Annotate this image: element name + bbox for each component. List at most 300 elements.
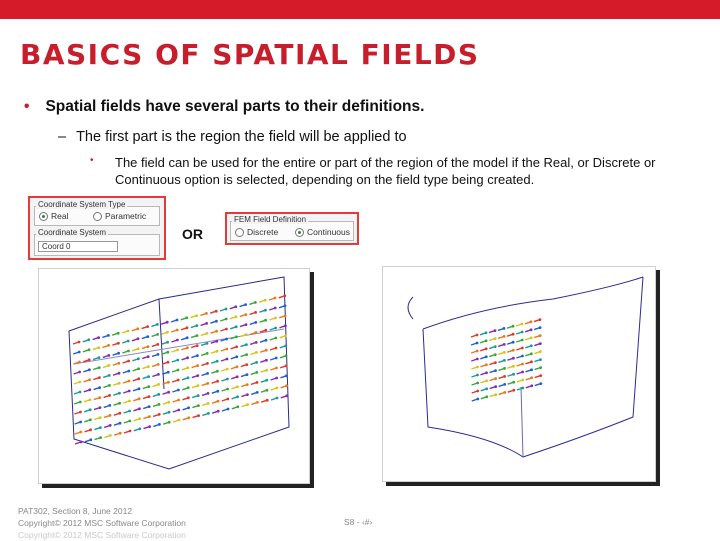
vector-arrow-head (195, 324, 198, 327)
vector-arrow-head (79, 391, 82, 394)
vector-arrow-head (186, 366, 189, 369)
vector-arrow-head (485, 347, 488, 350)
vector-arrow-head (187, 376, 190, 379)
vector-arrow-head (512, 381, 515, 384)
vector-arrow-head (118, 412, 121, 415)
vector-arrow-head (127, 340, 130, 343)
vector-arrow-head (157, 393, 160, 396)
vector-arrow-head (146, 335, 149, 338)
vector-arrow-head (275, 347, 278, 350)
vector-arrow-head (109, 424, 112, 427)
vector-arrow-head (476, 334, 479, 337)
vector-arrow-head (137, 347, 140, 350)
vector-arrow-head (205, 332, 208, 335)
vector-arrow-head (265, 359, 268, 362)
vector-arrow-head (97, 346, 100, 349)
vector-arrow-head (98, 396, 101, 399)
surface-outline (423, 277, 643, 457)
vector-arrow-head (206, 382, 209, 385)
vector-arrow-head (118, 382, 121, 385)
vector-arrow-head (177, 369, 180, 372)
vector-arrow-head (196, 374, 199, 377)
vector-arrow-head (137, 377, 140, 380)
vector-arrow-head (225, 338, 228, 341)
vector-arrow-head (109, 434, 112, 437)
vector-arrow-head (166, 321, 169, 324)
vector-arrow-head (167, 401, 170, 404)
vector-arrow-head (197, 394, 200, 397)
vector-arrow-head (246, 403, 249, 406)
vector-arrow-head (136, 327, 139, 330)
vector-arrow-head (476, 366, 479, 369)
vector-arrow-head (275, 377, 278, 380)
vector-arrow-head (89, 408, 92, 411)
vector-arrow-head (88, 348, 91, 351)
vector-arrow-head (285, 364, 288, 367)
vector-arrow-head (539, 326, 542, 329)
vector-arrow-head (276, 397, 279, 400)
vector-arrow-head (235, 355, 238, 358)
vector-arrow-head (512, 357, 515, 360)
vector-arrow-head (255, 371, 258, 374)
vector-arrow-head (503, 383, 506, 386)
vector-arrow-head (284, 344, 287, 347)
vector-arrow-head (225, 308, 228, 311)
footer (18, 505, 186, 541)
vector-arrow-head (485, 379, 488, 382)
vector-arrow-head (118, 372, 121, 375)
vector-arrow-head (236, 365, 239, 368)
vector-arrow-head (530, 320, 533, 323)
vector-arrow-head (206, 352, 209, 355)
vector-arrow-head (503, 327, 506, 330)
vector-arrow-head (512, 333, 515, 336)
vector-arrow-head (494, 369, 497, 372)
vector-arrow-head (530, 344, 533, 347)
surface-curl (408, 297, 413, 319)
vector-arrow-head (265, 339, 268, 342)
vector-arrow-head (521, 339, 524, 342)
vector-arrow-head (227, 408, 230, 411)
vector-arrow-head (530, 328, 533, 331)
surface-top-edge (423, 277, 643, 329)
vector-arrow-head (156, 323, 159, 326)
vector-arrow-head (235, 325, 238, 328)
vector-arrow-head (148, 395, 151, 398)
vector-arrow-head (246, 393, 249, 396)
vector-arrow-head (265, 379, 268, 382)
vector-arrow-head (197, 404, 200, 407)
vector-arrow-head (207, 392, 210, 395)
vector-arrow-head (89, 418, 92, 421)
vector-arrow-head (284, 324, 287, 327)
vector-arrow-head (79, 421, 82, 424)
vector-arrow-head (275, 357, 278, 360)
vector-arrow-head (79, 401, 82, 404)
vector-arrow-head (245, 363, 248, 366)
vector-arrow-head (539, 334, 542, 337)
vector-arrow-head (166, 331, 169, 334)
vector-arrow-head (187, 386, 190, 389)
vector-arrow-head (207, 412, 210, 415)
bullet-level2 (58, 129, 407, 145)
vector-arrow-head (285, 374, 288, 377)
vector-arrow-head (176, 329, 179, 332)
vector-arrow-head (476, 398, 479, 401)
vector-arrow-head (167, 361, 170, 364)
fem-field-definition-dialog (225, 212, 359, 245)
vector-arrow-head (99, 406, 102, 409)
vector-arrow-head (226, 378, 229, 381)
vector-arrow-head (264, 329, 267, 332)
vector-arrow-head (168, 421, 171, 424)
vector-arrow-head (485, 331, 488, 334)
vector-arrow-head (245, 323, 248, 326)
radio-discrete[interactable] (235, 227, 278, 237)
vector-arrow-head (127, 370, 130, 373)
coord-system-label: Coordinate System (38, 228, 107, 237)
vector-arrow-head (245, 353, 248, 356)
bullet-dash: – (58, 129, 67, 145)
vector-arrow-head (521, 347, 524, 350)
vector-arrow-head (476, 342, 479, 345)
vector-arrow-head (176, 319, 179, 322)
vector-arrow-head (485, 339, 488, 342)
vector-arrow-head (128, 420, 131, 423)
bullet-level1-text: Spatial fields have several parts to their definitions. (45, 98, 425, 115)
vector-arrow-head (283, 294, 286, 297)
vector-field-full-svg (39, 269, 311, 485)
vector-arrow-head (78, 361, 81, 364)
vector-arrow-head (521, 331, 524, 334)
vector-arrow-head (255, 351, 258, 354)
slide-title: BASICS OF SPATIAL FIELDS (20, 38, 480, 71)
vector-arrow-head (146, 325, 149, 328)
vector-arrow-head (226, 388, 229, 391)
vector-arrow-head (196, 354, 199, 357)
vector-arrow-head (78, 351, 81, 354)
vector-arrow-head (246, 383, 249, 386)
vector-arrow-head (539, 382, 542, 385)
radio-real-indicator[interactable] (39, 212, 48, 221)
vector-arrow-head (78, 371, 81, 374)
vector-arrow-head (78, 381, 81, 384)
vector-arrow-head (88, 358, 91, 361)
vector-arrow-head (197, 414, 200, 417)
vector-arrow-head (236, 395, 239, 398)
vector-arrow-head (99, 426, 102, 429)
footer-copyright: Copyright© 2012 MSC Software Corporation (18, 518, 186, 528)
bullet-level3 (90, 154, 690, 189)
radio-parametric-indicator[interactable] (93, 212, 102, 221)
radio-real-label: Real (51, 211, 69, 221)
vector-arrow-head (521, 363, 524, 366)
vector-arrow-head (178, 419, 181, 422)
vector-arrow-head (80, 441, 83, 444)
radio-discrete-indicator[interactable] (235, 228, 244, 237)
vector-arrow-head (255, 341, 258, 344)
vector-arrow-head (147, 385, 150, 388)
vector-arrow-head (187, 406, 190, 409)
vector-arrow-head (108, 384, 111, 387)
radio-discrete-label: Discrete (247, 227, 279, 237)
coord-type-label: Coordinate System Type (38, 200, 126, 209)
vector-arrow-head (274, 297, 277, 300)
vector-arrow-head (88, 368, 91, 371)
vector-arrow-head (176, 359, 179, 362)
vector-arrow-head (234, 305, 237, 308)
vector-arrow-head (156, 333, 159, 336)
vector-arrow-head (147, 355, 150, 358)
vector-arrow-head (196, 364, 199, 367)
vector-arrow-head (176, 349, 179, 352)
vector-arrow-head (176, 339, 179, 342)
vector-arrow-head (494, 385, 497, 388)
vector-arrow-head (246, 373, 249, 376)
vector-arrow-head (98, 356, 101, 359)
vector-arrow-head (217, 400, 220, 403)
vector-arrow-head (476, 350, 479, 353)
vector-arrow-head (138, 417, 141, 420)
vector-arrow-head (177, 379, 180, 382)
vector-arrow-head (254, 311, 257, 314)
vector-arrow-head (108, 394, 111, 397)
vector-arrows-group (73, 294, 288, 444)
vector-arrow-head (147, 375, 150, 378)
fem-field-group (230, 221, 354, 241)
vector-arrow-head (167, 391, 170, 394)
or-label: OR (182, 226, 203, 242)
footer-course: PAT302, Section 8, June 2012 (18, 506, 133, 516)
top-accent-bar (0, 0, 720, 19)
vector-arrow-head (109, 414, 112, 417)
vector-arrow-head (503, 367, 506, 370)
vector-arrow-head (256, 391, 259, 394)
vector-arrow-head (79, 431, 82, 434)
vector-arrow-head (494, 353, 497, 356)
vector-arrow-head (157, 383, 160, 386)
bullet-dot-small: • (90, 155, 94, 166)
vector-arrow-head (196, 344, 199, 347)
vector-arrow-head (167, 371, 170, 374)
vector-field-figure-partial-region (382, 266, 656, 482)
vector-arrow-head (265, 369, 268, 372)
vector-arrow-head (494, 329, 497, 332)
vector-arrow-head (494, 345, 497, 348)
vector-arrow-head (285, 354, 288, 357)
vector-arrow-head (512, 349, 515, 352)
vector-arrow-head (284, 304, 287, 307)
vector-arrow-head (78, 341, 81, 344)
vector-arrow-head (205, 322, 208, 325)
vector-arrow-head (205, 312, 208, 315)
vector-arrow-head (503, 391, 506, 394)
vector-arrow-head (128, 410, 131, 413)
vector-arrow-head (285, 394, 288, 397)
vector-arrow-head (476, 358, 479, 361)
vector-arrow-head (503, 343, 506, 346)
bullet-level2-text: The first part is the region the field will be applied to (76, 129, 407, 145)
vector-arrow-head (158, 403, 161, 406)
vector-arrow-head (503, 351, 506, 354)
coordinate-system-dialog (28, 196, 166, 260)
vector-arrow-head (118, 392, 121, 395)
vector-arrow-head (148, 415, 151, 418)
vector-arrow-head (177, 409, 180, 412)
vector-arrow-head (530, 360, 533, 363)
vector-arrow-head (97, 336, 100, 339)
vector-arrow-head (206, 342, 209, 345)
vector-arrow-head (521, 323, 524, 326)
vector-arrow-head (128, 400, 131, 403)
coord-system-input[interactable]: Coord 0 (38, 241, 118, 252)
vector-arrow-head (187, 396, 190, 399)
vector-arrow-head (521, 355, 524, 358)
vector-arrow-head (137, 337, 140, 340)
vector-arrow-head (539, 366, 542, 369)
vector-arrow-head (168, 411, 171, 414)
vector-arrow-head (264, 319, 267, 322)
vector-arrow-head (476, 374, 479, 377)
vector-arrow-head (494, 337, 497, 340)
vector-arrow-head (117, 352, 120, 355)
vector-arrow-head (138, 427, 141, 430)
vector-arrow-head (108, 374, 111, 377)
vector-arrow-head (530, 352, 533, 355)
vector-arrow-head (117, 362, 120, 365)
radio-continuous[interactable] (295, 227, 350, 237)
vector-arrows-cluster (471, 318, 542, 401)
vector-arrow-head (147, 365, 150, 368)
vector-arrow-head (236, 405, 239, 408)
vector-arrow-head (235, 315, 238, 318)
vector-arrow-head (216, 380, 219, 383)
vector-arrow-head (186, 326, 189, 329)
vector-arrow-head (196, 334, 199, 337)
vector-arrow-head (127, 330, 130, 333)
vector-arrow-head (275, 387, 278, 390)
vector-arrow-head (166, 341, 169, 344)
vector-arrow-head (185, 316, 188, 319)
vector-arrow-head (167, 381, 170, 384)
radio-real[interactable] (39, 211, 68, 221)
vector-arrow-head (98, 386, 101, 389)
vector-arrow-head (157, 373, 160, 376)
vector-arrow-head (127, 350, 130, 353)
vector-arrow-head (148, 425, 151, 428)
radio-continuous-indicator[interactable] (295, 228, 304, 237)
vector-arrow-head (89, 398, 92, 401)
bullet-dot: • (24, 98, 30, 115)
vector-arrow-head (158, 423, 161, 426)
vector-arrow-head (107, 354, 110, 357)
vector-arrow-head (494, 361, 497, 364)
vector-arrow-head (494, 377, 497, 380)
vector-arrow-head (244, 313, 247, 316)
vector-arrow-head (128, 380, 131, 383)
vector-arrow-head (245, 343, 248, 346)
vector-arrow-head (539, 342, 542, 345)
vector-arrow-head (274, 327, 277, 330)
vector-arrow-head (79, 411, 82, 414)
vector-field-partial-svg (383, 267, 657, 483)
vector-arrow-head (285, 384, 288, 387)
vector-arrow-head (539, 318, 542, 321)
vector-arrow-head (107, 344, 110, 347)
vector-arrow-head (127, 360, 130, 363)
vector-arrow-head (99, 416, 102, 419)
vector-arrow-head (284, 334, 287, 337)
vector-arrow-head (512, 389, 515, 392)
vector-arrow-head (89, 428, 92, 431)
page-number: S8 - ‹#› (344, 517, 373, 527)
bullet-level3-text: The field can be used for the entire or part of the region of the model if the Real, or Discrete or Continuous option is selected, depending on the field type being created. (115, 155, 656, 188)
vector-arrow-head (108, 404, 111, 407)
vector-arrow-head (530, 336, 533, 339)
vector-arrow-head (195, 314, 198, 317)
vector-arrow-head (108, 364, 111, 367)
vector-arrow-head (503, 359, 506, 362)
vector-arrow-head (217, 410, 220, 413)
vector-arrow-head (266, 399, 269, 402)
radio-parametric[interactable] (93, 211, 146, 221)
vector-arrow-head (485, 395, 488, 398)
fem-field-label: FEM Field Definition (234, 215, 307, 224)
vector-arrow-head (275, 367, 278, 370)
vector-arrow-head (476, 382, 479, 385)
vector-arrow-head (137, 357, 140, 360)
vector-arrow-head (255, 361, 258, 364)
vector-arrow-head (186, 336, 189, 339)
vector-arrow-head (119, 422, 122, 425)
vector-arrow-head (485, 387, 488, 390)
vector-arrow-head (266, 389, 269, 392)
vector-arrow-head (216, 390, 219, 393)
vector-arrow-head (98, 366, 101, 369)
vector-arrow-head (226, 398, 229, 401)
vector-arrow-head (274, 337, 277, 340)
vector-arrow-head (512, 325, 515, 328)
vector-arrow-head (265, 349, 268, 352)
vector-arrow-head (254, 301, 257, 304)
vector-arrow-head (197, 384, 200, 387)
vector-arrow-head (539, 374, 542, 377)
vector-arrow-head (119, 432, 122, 435)
vector-arrow-head (274, 307, 277, 310)
vector-arrow-head (216, 370, 219, 373)
vector-arrow-head (503, 335, 506, 338)
vector-arrow-head (512, 373, 515, 376)
vector-arrow-head (158, 413, 161, 416)
vector-arrow-head (236, 375, 239, 378)
surface-inner-edge (521, 387, 523, 457)
bullet-level1 (24, 98, 424, 116)
vector-arrow-head (539, 358, 542, 361)
vector-arrow-head (89, 438, 92, 441)
vector-arrow-head (225, 348, 228, 351)
vector-arrow-head (485, 363, 488, 366)
vector-arrow-head (235, 345, 238, 348)
vector-arrow-head (138, 397, 141, 400)
vector-arrow-head (244, 303, 247, 306)
vector-arrow-head (530, 376, 533, 379)
vector-arrow-head (186, 356, 189, 359)
vector-arrow-head (207, 402, 210, 405)
vector-arrow-head (186, 346, 189, 349)
vector-arrow-head (216, 350, 219, 353)
vector-arrow-head (216, 360, 219, 363)
vector-arrow-head (256, 401, 259, 404)
